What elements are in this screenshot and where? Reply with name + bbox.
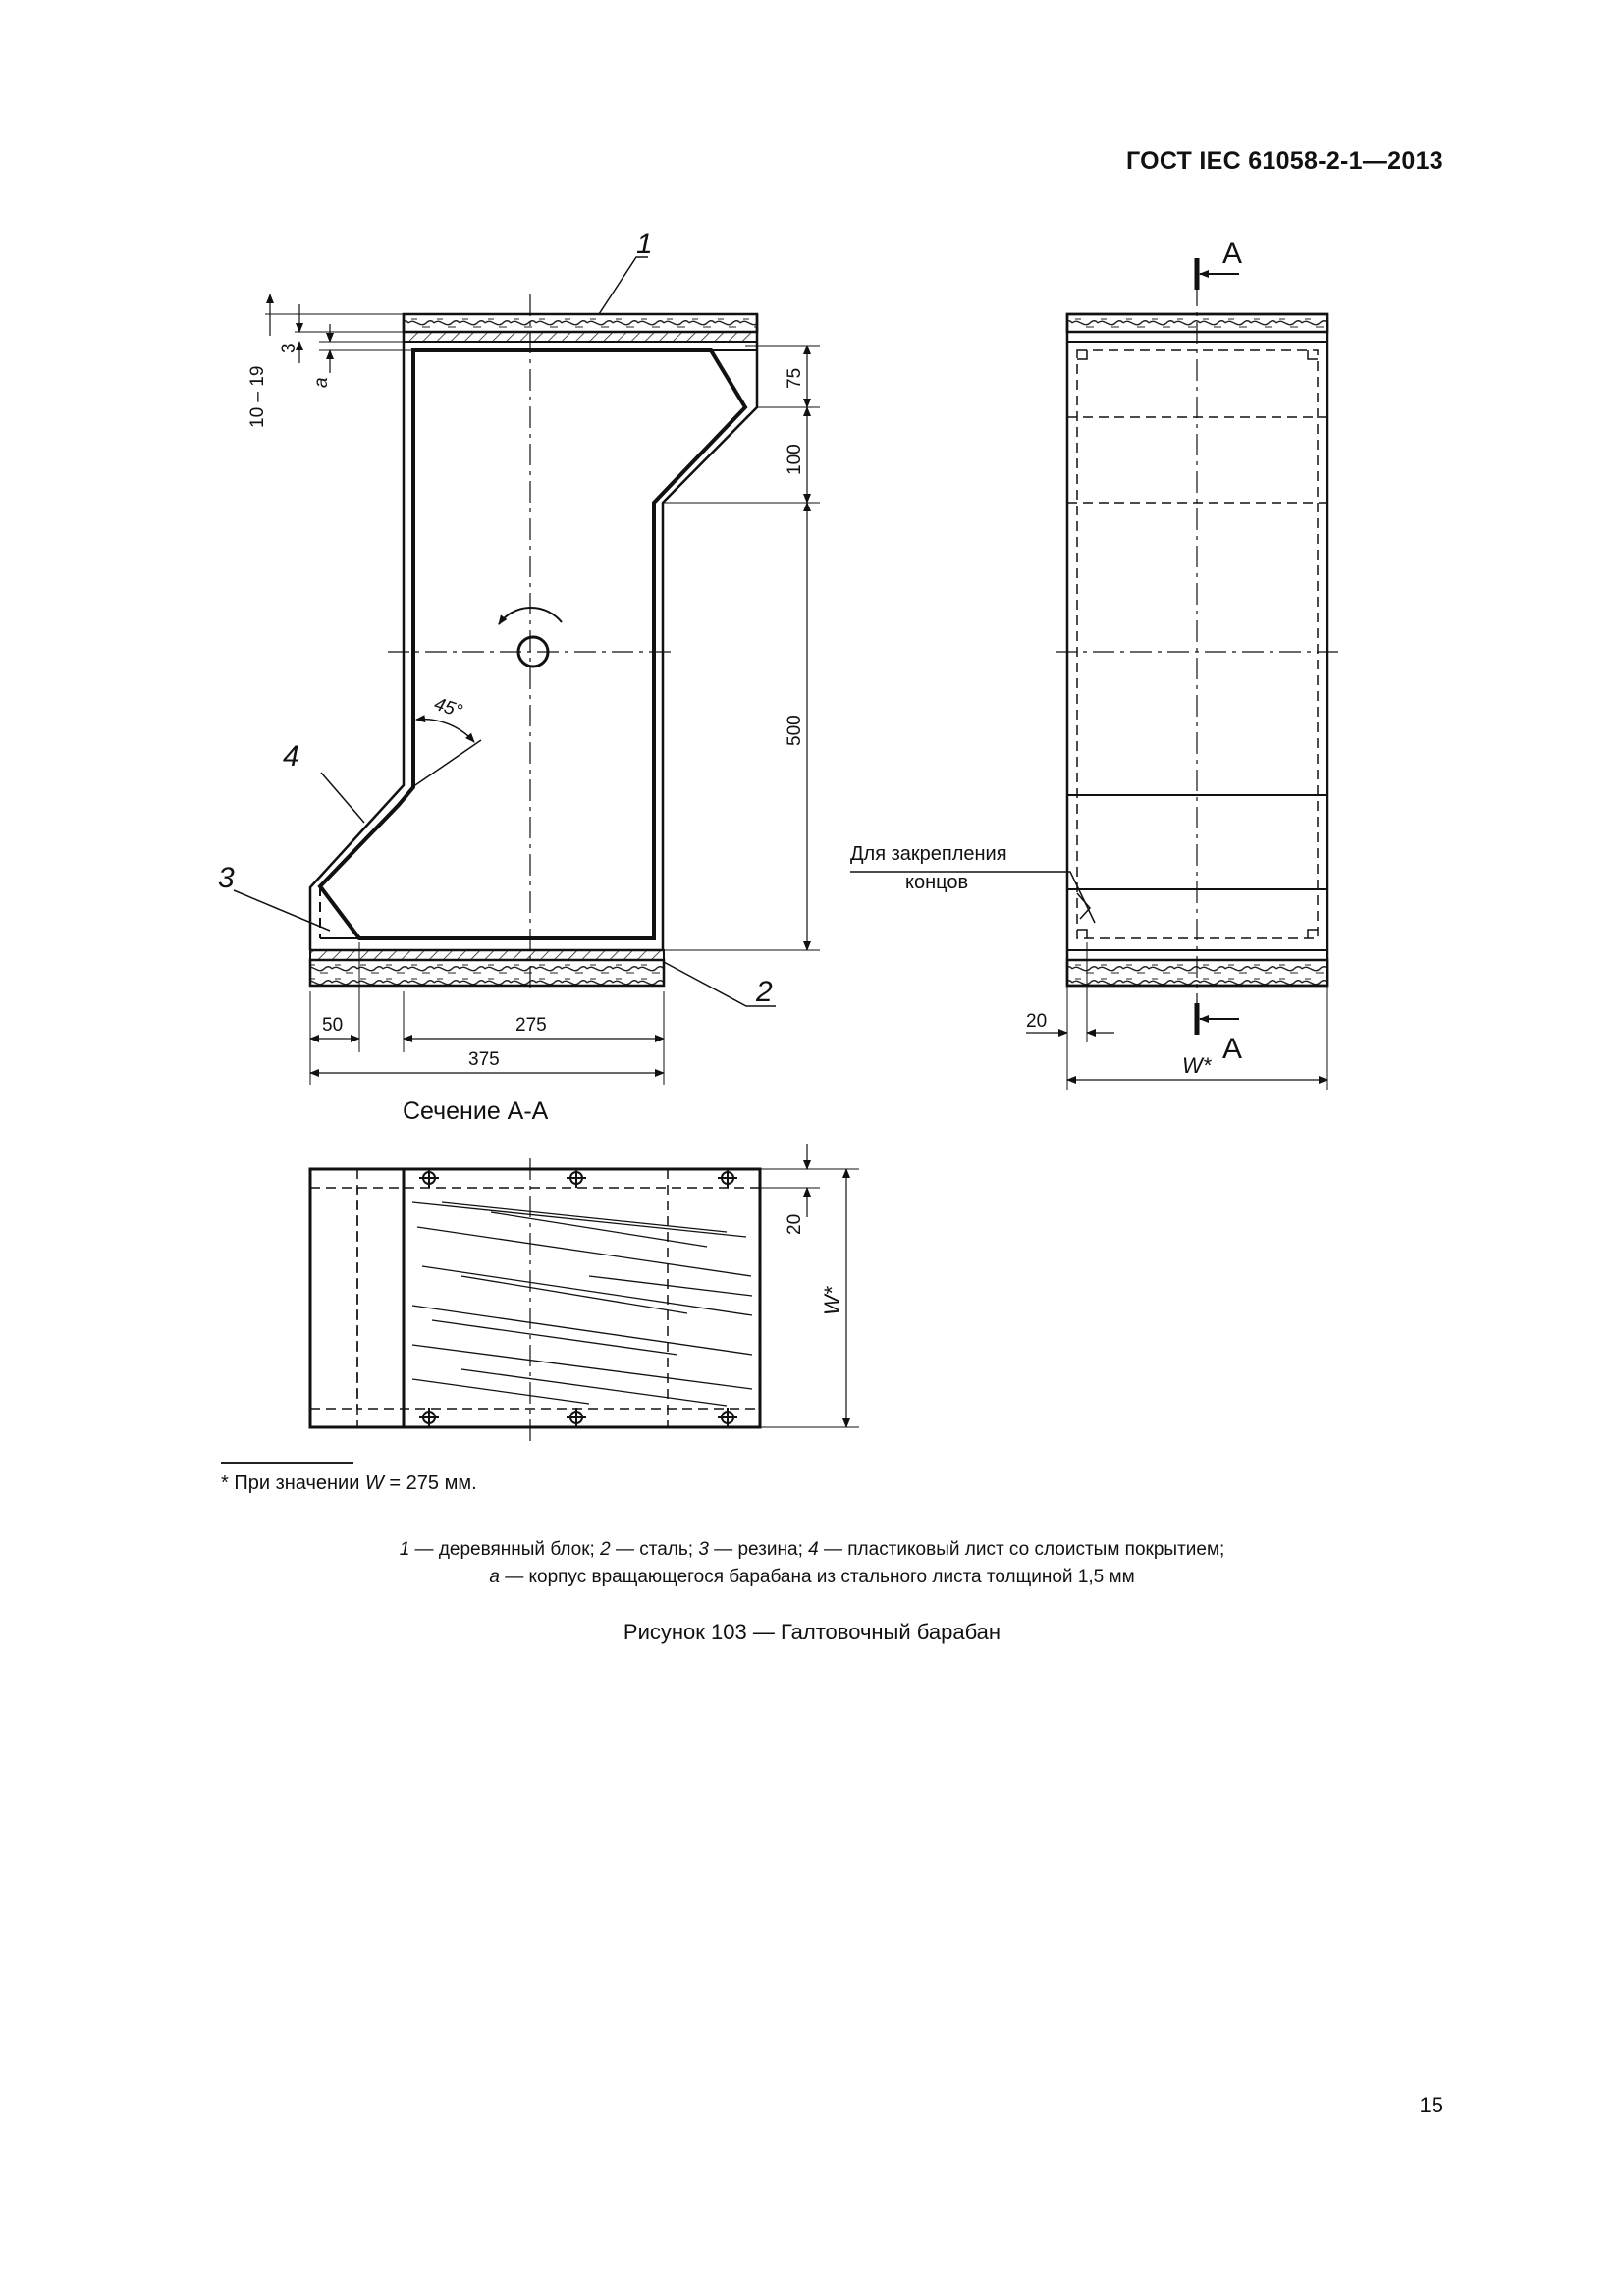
bolt-icons [419, 1168, 737, 1427]
legend-num: 1 [399, 1539, 410, 1560]
callout-1: 1 [636, 228, 653, 260]
section-mark-top: A [1222, 238, 1243, 270]
dim-500: 500 [785, 715, 805, 746]
dim-layer-total: 10 – 19 [247, 365, 268, 428]
page-number: 15 [1419, 2093, 1443, 2117]
fixing-note-line1: Для закрепления [850, 843, 1007, 865]
footnote [221, 1472, 477, 1495]
figure-caption: Рисунок 103 — Галтовочный барабан [623, 1620, 1001, 1644]
footnote-text: * При значении [221, 1472, 365, 1494]
dim-layer-a: a [311, 377, 332, 388]
legend-line-2 [0, 1564, 1624, 1591]
legend-num: 3 [698, 1539, 709, 1560]
legend-num: а [489, 1567, 500, 1587]
legend-text: — сталь; [610, 1539, 699, 1560]
section-mark-bottom: A [1222, 1033, 1243, 1065]
footnote-var: W [364, 1472, 384, 1494]
dim-275: 275 [515, 1015, 547, 1036]
legend-text: — резина; [708, 1539, 809, 1560]
document-header: ГОСТ IEC 61058-2-1—2013 [1125, 147, 1443, 175]
legend-text: — пластиковый лист со слоистым покрытием; [818, 1539, 1225, 1560]
dim-50: 50 [322, 1015, 344, 1036]
callout-3: 3 [218, 862, 235, 894]
footnote-rule [221, 1462, 353, 1464]
bottom-wood-block [310, 960, 664, 986]
dim-section-w: W* [820, 1286, 844, 1315]
fixing-note-line2: концов [905, 872, 969, 893]
side-view [850, 258, 1340, 1090]
legend-text: — корпус вращающегося барабана из стального листа толщиной 1,5 мм [499, 1567, 1135, 1587]
top-steel-plate [404, 332, 757, 342]
callout-4: 4 [283, 740, 299, 773]
dim-width-w: W* [1182, 1053, 1212, 1078]
dim-angle-45: 45° [431, 693, 465, 722]
footnote-text-after: = 275 мм. [383, 1472, 477, 1494]
dim-100: 100 [785, 444, 805, 475]
drum-inner-outline [320, 350, 745, 938]
bottom-steel-plate [310, 950, 664, 960]
dim-375: 375 [468, 1049, 500, 1070]
section-title: Сечение А-А [403, 1097, 549, 1125]
dim-side-20: 20 [1026, 1011, 1048, 1032]
top-wood-block [404, 314, 757, 332]
callout-2: 2 [756, 976, 773, 1008]
dim-section-20: 20 [785, 1213, 805, 1235]
dim-75: 75 [785, 367, 805, 389]
legend-num: 2 [600, 1539, 611, 1560]
section-view [310, 1144, 859, 1443]
legend [0, 1536, 1624, 1591]
legend-line-1 [0, 1536, 1624, 1564]
legend-text: — деревянный блок; [409, 1539, 601, 1560]
dim-layer-3: 3 [279, 343, 299, 353]
drum-outer-outline [310, 314, 757, 950]
legend-num: 4 [808, 1539, 819, 1560]
